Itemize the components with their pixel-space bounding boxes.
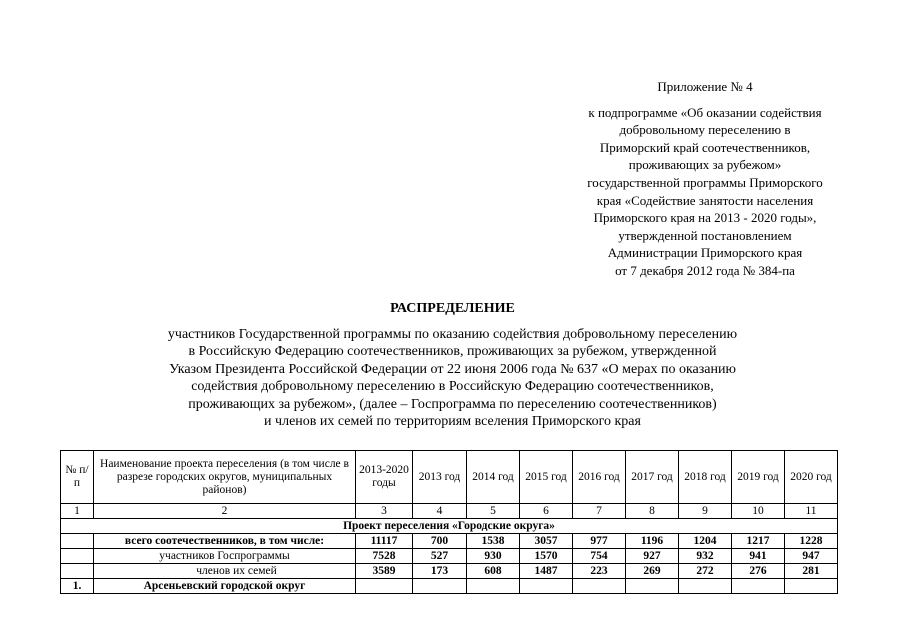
- appendix-line: Приморского края на 2013 - 2020 годы»,: [593, 210, 817, 226]
- value-cell: 977: [573, 534, 626, 549]
- value-cell: 1228: [785, 534, 838, 549]
- distribution-table: [60, 450, 838, 594]
- header-year: 2015 год: [520, 451, 573, 504]
- value-cell: [626, 579, 679, 594]
- value-cell: 1487: [520, 564, 573, 579]
- table-index-row: [61, 504, 838, 519]
- value-cell: 527: [413, 549, 467, 564]
- value-cell: 930: [467, 549, 520, 564]
- index-cell: 6: [520, 504, 573, 519]
- item-num: 1.: [61, 579, 94, 594]
- value-cell: 1196: [626, 534, 679, 549]
- index-cell: 4: [413, 504, 467, 519]
- appendix-line: государственной программы Приморского: [587, 174, 823, 190]
- index-cell: 8: [626, 504, 679, 519]
- appendix-line: утвержденной постановлением: [618, 227, 792, 243]
- section-row: [61, 519, 838, 534]
- value-cell: 11117: [356, 534, 413, 549]
- value-cell: [520, 579, 573, 594]
- row-label: членов их семей: [94, 564, 356, 579]
- value-cell: [413, 579, 467, 594]
- index-cell: 1: [61, 504, 94, 519]
- table-row: [61, 549, 838, 564]
- header-year: 2017 год: [626, 451, 679, 504]
- header-name: Наименование проекта переселения (в том числе в разрезе городских округов, муниципальных районов): [94, 451, 356, 504]
- index-cell: 3: [356, 504, 413, 519]
- row-label: участников Госпрограммы: [94, 549, 356, 564]
- subtitle-line: участников Государственной программы по оказанию содействия добровольному переселению: [167, 327, 738, 342]
- value-cell: 947: [785, 549, 838, 564]
- header-year: 2014 год: [467, 451, 520, 504]
- index-cell: 5: [467, 504, 520, 519]
- appendix-line: от 7 декабря 2012 года № 384-па: [615, 262, 795, 278]
- header-year: 2016 год: [573, 451, 626, 504]
- subtitle-line: в Российскую Федерацию соотечественников, проживающих за рубежом, утвержденной: [188, 344, 717, 360]
- value-cell: 272: [679, 564, 732, 579]
- index-cell: 2: [94, 504, 356, 519]
- value-cell: [467, 579, 520, 594]
- value-cell: 223: [573, 564, 626, 579]
- document-subtitle: [120, 326, 785, 430]
- value-cell: [679, 579, 732, 594]
- appendix-line: Администрации Приморского края: [607, 245, 803, 261]
- table-row: [61, 579, 838, 594]
- index-cell: 11: [785, 504, 838, 519]
- header-year: 2019 год: [732, 451, 785, 504]
- num-cell: [61, 534, 94, 549]
- value-cell: 3589: [356, 564, 413, 579]
- num-cell: [61, 549, 94, 564]
- subtitle-line: содействия добровольному переселению в Российскую Федерацию соотечественников,: [191, 379, 714, 395]
- appendix-line: края «Содействие занятости населения: [596, 192, 814, 208]
- table-row: [61, 534, 838, 549]
- item-label: Арсеньевский городской округ: [94, 579, 356, 594]
- num-cell: [61, 564, 94, 579]
- subtitle-line: проживающих за рубежом», (далее – Госпрограмма по переселению соотечественников): [188, 396, 717, 412]
- subtitle-line: Указом Президента Российской Федерации от 22 июня 2006 года № 637 «О мерах по оказанию: [169, 361, 736, 377]
- value-cell: 269: [626, 564, 679, 579]
- document-title: РАСПРЕДЕЛЕНИЕ: [390, 301, 515, 316]
- value-cell: 932: [679, 549, 732, 564]
- value-cell: 927: [626, 549, 679, 564]
- value-cell: [785, 579, 838, 594]
- table-row: [61, 564, 838, 579]
- value-cell: 608: [467, 564, 520, 579]
- value-cell: [732, 579, 785, 594]
- value-cell: 941: [732, 549, 785, 564]
- appendix-line: добровольному переселению в: [619, 122, 791, 138]
- appendix-line: к подпрограмме «Об оказании содействия: [588, 104, 822, 120]
- header-year: 2020 год: [785, 451, 838, 504]
- value-cell: 276: [732, 564, 785, 579]
- header-year: 2013 год: [413, 451, 467, 504]
- appendix-title: Приложение № 4: [657, 79, 753, 94]
- header-num: № п/п: [61, 451, 94, 504]
- appendix-line: проживающих за рубежом»: [628, 157, 782, 173]
- section-title: Проект переселения «Городские округа»: [61, 519, 838, 534]
- appendix-line: Приморский край соотечественников,: [599, 139, 811, 155]
- value-cell: 1217: [732, 534, 785, 549]
- subtitle-line: и членов их семей по территориям вселения Приморского края: [264, 414, 641, 430]
- value-cell: 754: [573, 549, 626, 564]
- table-header-row: [61, 451, 838, 504]
- appendix-block: [540, 78, 870, 280]
- header-total: 2013-2020 годы: [356, 451, 413, 504]
- index-cell: 9: [679, 504, 732, 519]
- row-label: всего соотечественников, в том числе:: [94, 534, 356, 549]
- value-cell: [356, 579, 413, 594]
- value-cell: 1570: [520, 549, 573, 564]
- index-cell: 7: [573, 504, 626, 519]
- value-cell: 173: [413, 564, 467, 579]
- value-cell: [573, 579, 626, 594]
- header-year: 2018 год: [679, 451, 732, 504]
- value-cell: 7528: [356, 549, 413, 564]
- index-cell: 10: [732, 504, 785, 519]
- value-cell: 3057: [520, 534, 573, 549]
- value-cell: 700: [413, 534, 467, 549]
- value-cell: 281: [785, 564, 838, 579]
- value-cell: 1204: [679, 534, 732, 549]
- value-cell: 1538: [467, 534, 520, 549]
